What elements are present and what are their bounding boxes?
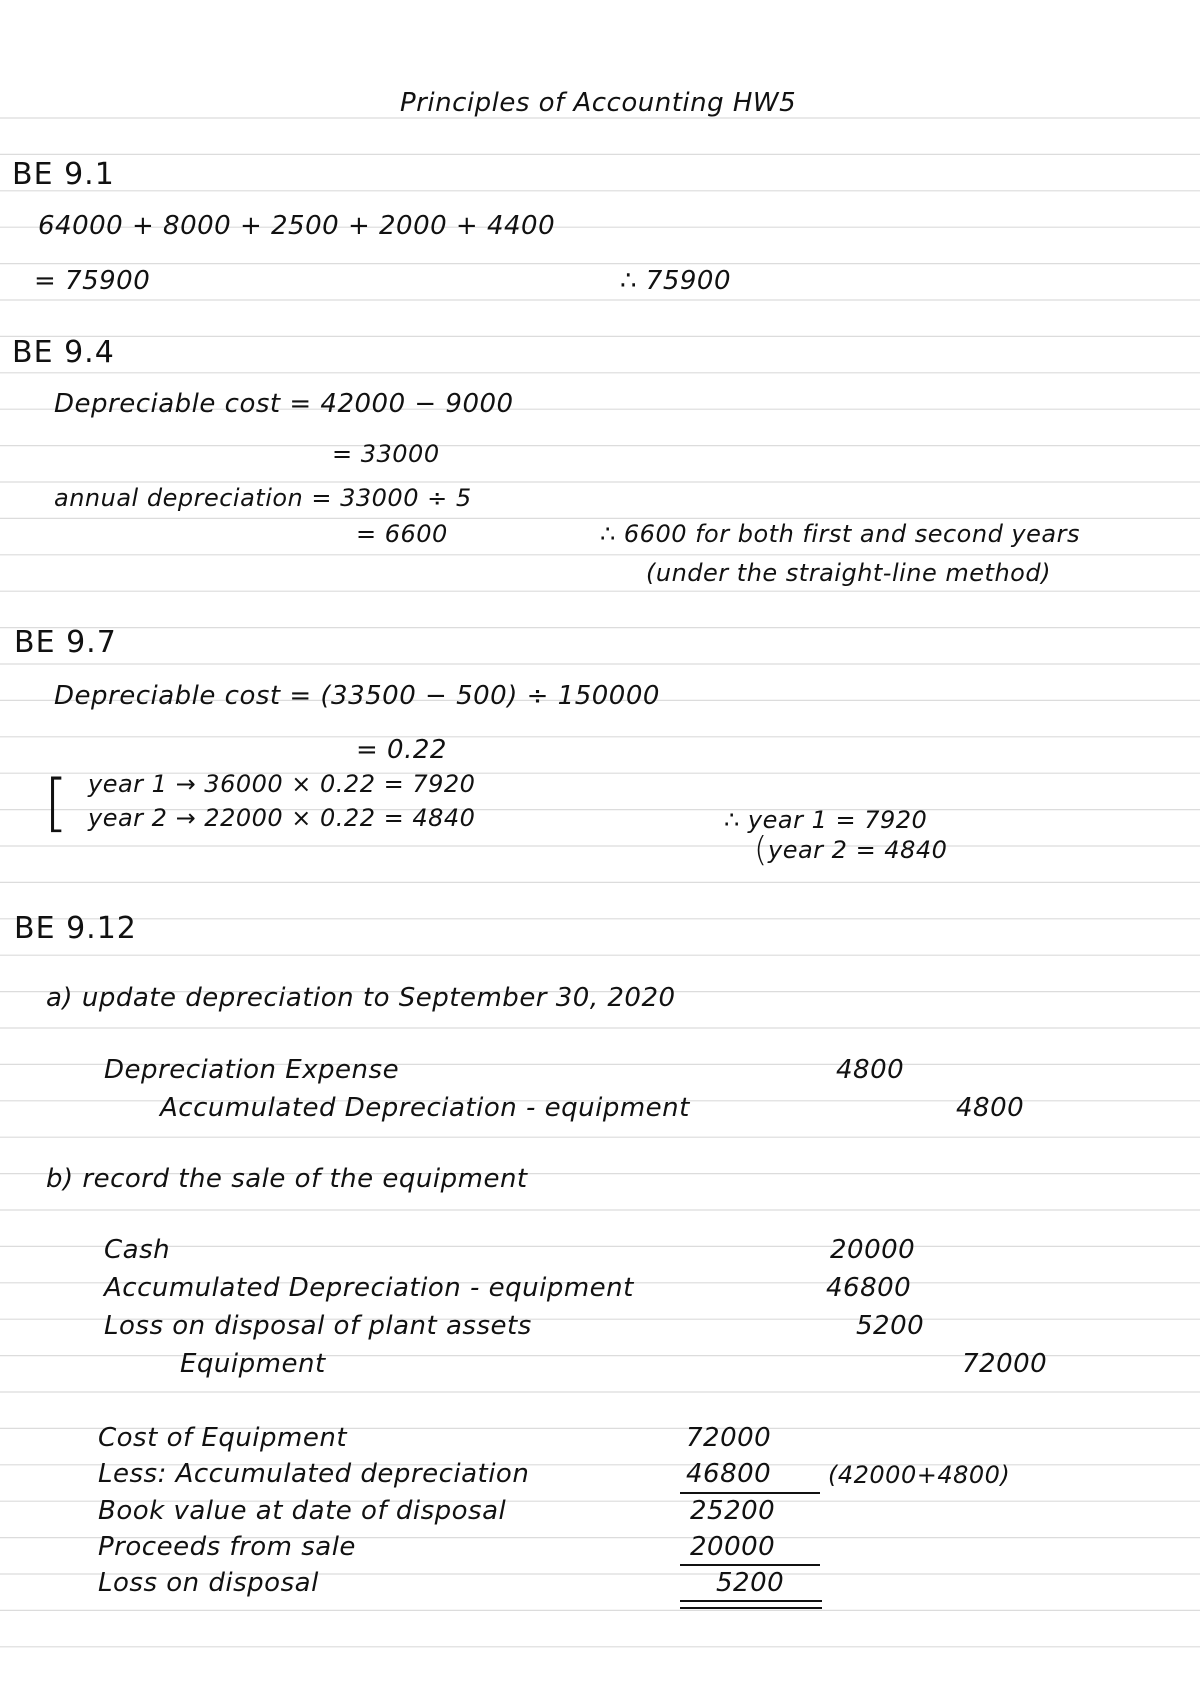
answer-brace: ( bbox=[754, 830, 768, 870]
double-underline-top bbox=[680, 1600, 822, 1602]
section-heading-be97: BE 9.7 bbox=[14, 625, 117, 660]
section-heading-be912: BE 9.12 bbox=[14, 911, 137, 946]
be97-depreciable-cost: Depreciable cost = (33500 − 500) ÷ 150000 bbox=[54, 681, 660, 711]
calc-label-cost: Cost of Equipment bbox=[98, 1423, 348, 1453]
be94-answer-line1: ∴ 6600 for both first and second years bbox=[600, 520, 1080, 548]
be94-annual-depreciation: annual depreciation = 33000 ÷ 5 bbox=[54, 484, 472, 512]
be94-answer-line2: (under the straight-line method) bbox=[646, 559, 1051, 587]
double-underline-bottom bbox=[680, 1607, 822, 1609]
be912-part-b-label: b) record the sale of the equipment bbox=[46, 1164, 528, 1194]
calc-value-loss: 5200 bbox=[716, 1568, 785, 1598]
be97-rate: = 0.22 bbox=[356, 735, 447, 765]
journal-a-account-2: Accumulated Depreciation - equipment bbox=[160, 1093, 690, 1123]
calc-value-book-value: 25200 bbox=[690, 1496, 776, 1526]
calc-label-loss: Loss on disposal bbox=[98, 1568, 319, 1598]
journal-b-account-4: Equipment bbox=[180, 1349, 326, 1379]
journal-a-account-1: Depreciation Expense bbox=[104, 1055, 400, 1085]
journal-b-debit-3: 5200 bbox=[856, 1311, 925, 1341]
page-title: Principles of Accounting HW5 bbox=[400, 88, 797, 118]
be91-result-line: = 75900 bbox=[34, 266, 151, 296]
be94-depreciable-cost: Depreciable cost = 42000 − 9000 bbox=[54, 389, 514, 419]
section-heading-be91: BE 9.1 bbox=[12, 157, 115, 192]
journal-a-credit-2: 4800 bbox=[956, 1093, 1025, 1123]
calc-label-accum-dep: Less: Accumulated depreciation bbox=[98, 1459, 530, 1489]
left-bracket: [ bbox=[44, 766, 69, 839]
calc-value-accum-dep: 46800 bbox=[686, 1459, 772, 1489]
be97-year1-calc: year 1 → 36000 × 0.22 = 7920 bbox=[88, 770, 476, 798]
be94-depreciable-cost-result: = 33000 bbox=[332, 440, 440, 468]
be94-annual-depreciation-result: = 6600 bbox=[356, 520, 448, 548]
be91-sum-line: 64000 + 8000 + 2500 + 2000 + 4400 bbox=[38, 211, 556, 241]
journal-b-account-1: Cash bbox=[104, 1235, 171, 1265]
calc-value-proceeds: 20000 bbox=[690, 1532, 776, 1562]
calc-label-proceeds: Proceeds from sale bbox=[98, 1532, 356, 1562]
calc-value-cost: 72000 bbox=[686, 1423, 772, 1453]
journal-a-debit-1: 4800 bbox=[836, 1055, 905, 1085]
journal-b-debit-1: 20000 bbox=[830, 1235, 916, 1265]
calc-label-book-value: Book value at date of disposal bbox=[98, 1496, 507, 1526]
be97-year2-calc: year 2 → 22000 × 0.22 = 4840 bbox=[88, 804, 476, 832]
be97-answer-year1: ∴ year 1 = 7920 bbox=[724, 806, 928, 834]
be91-answer: ∴ 75900 bbox=[620, 266, 732, 296]
underline-proceeds bbox=[680, 1564, 820, 1566]
be912-part-a-label: a) update depreciation to September 30, 2020 bbox=[46, 983, 676, 1013]
be97-answer-year2: year 2 = 4840 bbox=[768, 836, 948, 864]
section-heading-be94: BE 9.4 bbox=[12, 335, 115, 370]
journal-b-account-2: Accumulated Depreciation - equipment bbox=[104, 1273, 634, 1303]
journal-b-credit-4: 72000 bbox=[962, 1349, 1048, 1379]
journal-b-account-3: Loss on disposal of plant assets bbox=[104, 1311, 532, 1341]
underline-subtotal bbox=[680, 1492, 820, 1494]
calc-note-accum-dep: (42000+4800) bbox=[828, 1461, 1011, 1489]
journal-b-debit-2: 46800 bbox=[826, 1273, 912, 1303]
